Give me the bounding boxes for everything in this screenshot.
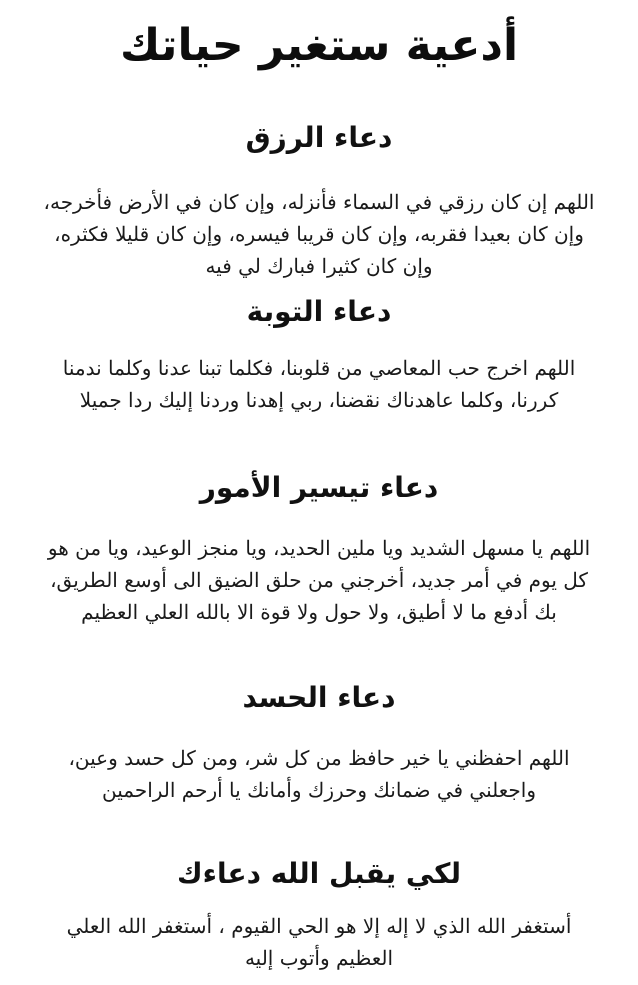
section-text: أستغفر الله الذي لا إله إلا هو الحي القيوم ، أستغفر الله العلي العظيم وأتوب إليه [66, 914, 572, 970]
section-heading: دعاء الحسد [242, 681, 396, 714]
section-text: اللهم احفظني يا خير حافظ من كل شر، ومن كل حسد وعين، واجعلني في ضمانك وحرزك وأمانك يا أرحم الراحمين [68, 746, 570, 802]
section-heading: دعاء تيسير الأمور [199, 471, 439, 504]
page-title: أدعية ستغير حياتك [119, 20, 519, 71]
section-tayseer [40, 466, 598, 628]
section-text: اللهم اخرج حب المعاصي من قلوبنا، فكلما تبنا عدنا وكلما ندمنا كررنا، وكلما عاهدناك نقضنا، ربي إهدنا وردنا إليك ردا جميلا [62, 356, 576, 412]
section-heading: دعاء الرزق [245, 121, 393, 154]
section-heading: دعاء التوبة [246, 295, 392, 328]
section-acceptance [40, 852, 598, 974]
section-rizq [40, 116, 598, 282]
section-text: اللهم يا مسهل الشديد ويا ملين الحديد، ويا منجز الوعيد، ويا من هو كل يوم في أمر جديد، أخرجني من حلق الضيق الى أوسع الطريق، بك أدفع ما لا أطيق، ولا حول ولا قوة الا بالله العلي العظيم [47, 536, 591, 624]
section-heading: لكي يقبل الله دعاءك [177, 857, 461, 890]
section-hasad [40, 676, 598, 806]
section-text: اللهم إن كان رزقي في السماء فأنزله، وإن كان في الأرض فأخرجه، وإن كان بعيدا فقربه، وإن كان قريبا فيسره، وإن كان قليلا فكثره، وإن كان كثيرا فبارك لي فيه [43, 190, 595, 278]
section-tawba [40, 290, 598, 416]
